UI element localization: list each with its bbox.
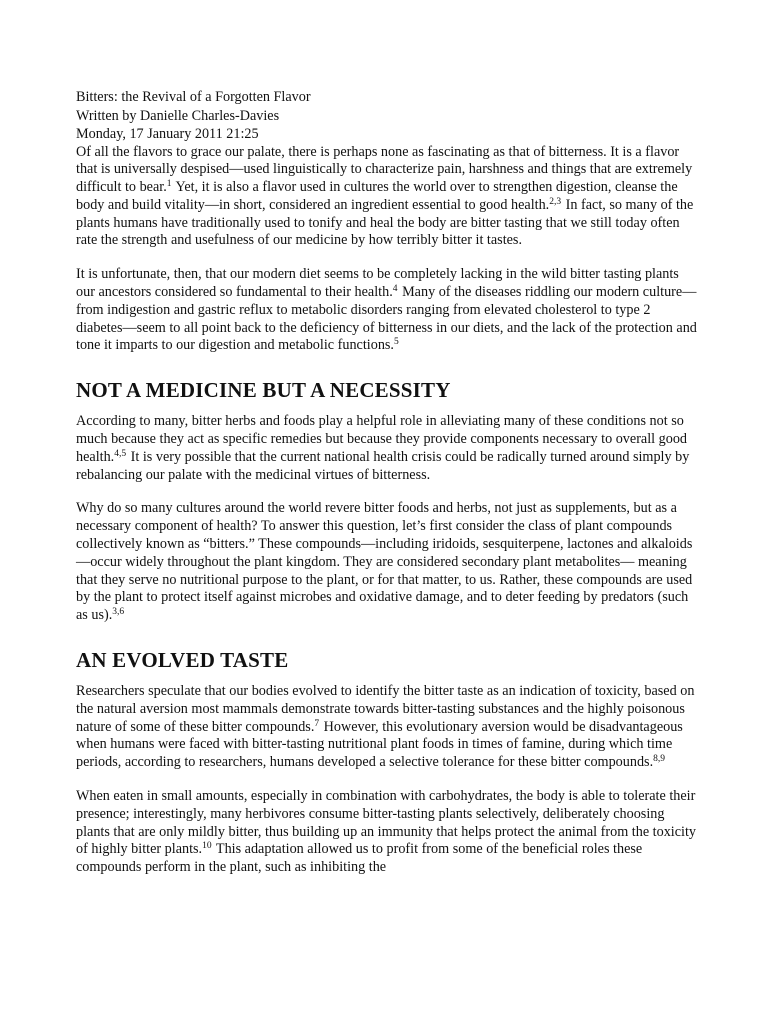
text-run: This adaptation allowed us to profit from some of the beneficial roles these compounds perform in the plant, such as inhibiting the	[76, 841, 643, 876]
text-run: In fact, so many of the plants humans have traditionally used to tonify and heal the body are bitter tasting that we still today often rate the strength and usefulness of our medicine by how terribly bitter it tastes.	[76, 196, 694, 249]
article-date: Monday, 17 January 2011 21:25	[76, 126, 259, 142]
body-paragraph	[76, 500, 698, 625]
article-title: Bitters: the Revival of a Forgotten Flavor	[76, 89, 311, 105]
text-run: When eaten in small amounts, especially in combination with carbohydrates, the body is able to tolerate their presence; interestingly, many herbivores consume bitter-tasting plants selectively, deliberately choosing plants that are only mildly bitter, thus building up an immunity that helps protect the animal from the toxicity of highly bitter plants.	[76, 788, 697, 858]
section-heading: AN EVOLVED TASTE	[76, 648, 289, 673]
text-run: It is unfortunate, then, that our modern diet seems to be completely lacking in the wild bitter tasting plants our ancestors considered so fundamental to their health.	[76, 266, 679, 301]
footnote-reference: 5	[393, 337, 399, 348]
text-run: It is very possible that the current national health crisis could be radically turned around simply by rebalancing our palate with the medicinal virtues of bitterness.	[76, 448, 690, 483]
text-run: Of all the flavors to grace our palate, there is perhaps none as fascinating as that of bitterness. It is a flavor that is universally despised—used linguistically to characterize pain, harshness and things that are extremely difficult to bear.	[76, 143, 693, 196]
footnote-reference: 1	[166, 179, 172, 190]
footnote-reference: 10	[202, 841, 212, 852]
section-necessity	[76, 377, 698, 625]
body-paragraph	[76, 413, 698, 484]
intro-paragraph-1	[76, 144, 698, 251]
footnote-reference: 3,6	[112, 607, 125, 618]
text-run: Yet, it is also a flavor used in cultures the world over to strengthen digestion, cleanse the body and build vitality—in short, considered an ingredient essential to good health.	[76, 179, 678, 213]
text-run: Researchers speculate that our bodies evolved to identify the bitter taste as an indication of toxicity, based on the natural aversion most mammals demonstrate towards bitter-tasting substances and the highly poisonous nature of some of these bitter compounds.	[76, 683, 695, 735]
text-run: According to many, bitter herbs and foods play a helpful role in alleviating many of these conditions not so much because they act as specific remedies but because they provide components necessary to overall good health.	[76, 413, 688, 465]
article-header	[76, 88, 698, 144]
section-evolved-taste	[76, 647, 698, 877]
footnote-reference: 8,9	[653, 754, 666, 765]
body-paragraph	[76, 788, 698, 877]
footnote-reference: 7	[314, 718, 320, 729]
intro-paragraph-2	[76, 266, 698, 355]
footnote-reference: 2,3	[549, 196, 562, 207]
article-byline: Written by Danielle Charles-Davies	[76, 107, 280, 124]
footnote-reference: 4	[392, 284, 398, 295]
footnote-reference: 4,5	[114, 448, 127, 459]
body-paragraph	[76, 683, 698, 772]
section-heading: NOT A MEDICINE BUT A NECESSITY	[76, 378, 451, 403]
text-run: Why do so many cultures around the world revere bitter foods and herbs, not just as supplements, but as a necessary component of health? To answer this question, let’s first consider the class of plant compounds collectively known as “bitters.” These compounds—including iridoids, sesquiterpene, lactones and alkaloids—occur widely throughout the plant kingdom. They are considered secondary plant metabolites— meaning that they serve no nutritional purpose to the plant, or for that matter, to us. Rather, these compounds are used by the plant to protect itself against microbes and oxidative damage, and to deter feeding by predators (such as us).	[76, 500, 693, 624]
intro-section	[76, 144, 698, 356]
text-run: Many of the diseases riddling our modern culture—from indigestion and gastric reflux to metabolic disorders ranging from elevated cholesterol to type 2 diabetes—seem to all point back to the deficiency of bitterness in our diets, and the lack of the protection and tone it imparts to our digestion and metabolic functions.	[76, 284, 697, 354]
text-run: However, this evolutionary aversion would be disadvantageous when humans were faced with bitter-tasting nutritional plant foods in times of famine, during which time periods, according to researchers, humans developed a selective tolerance for these bitter compounds.	[76, 718, 683, 771]
